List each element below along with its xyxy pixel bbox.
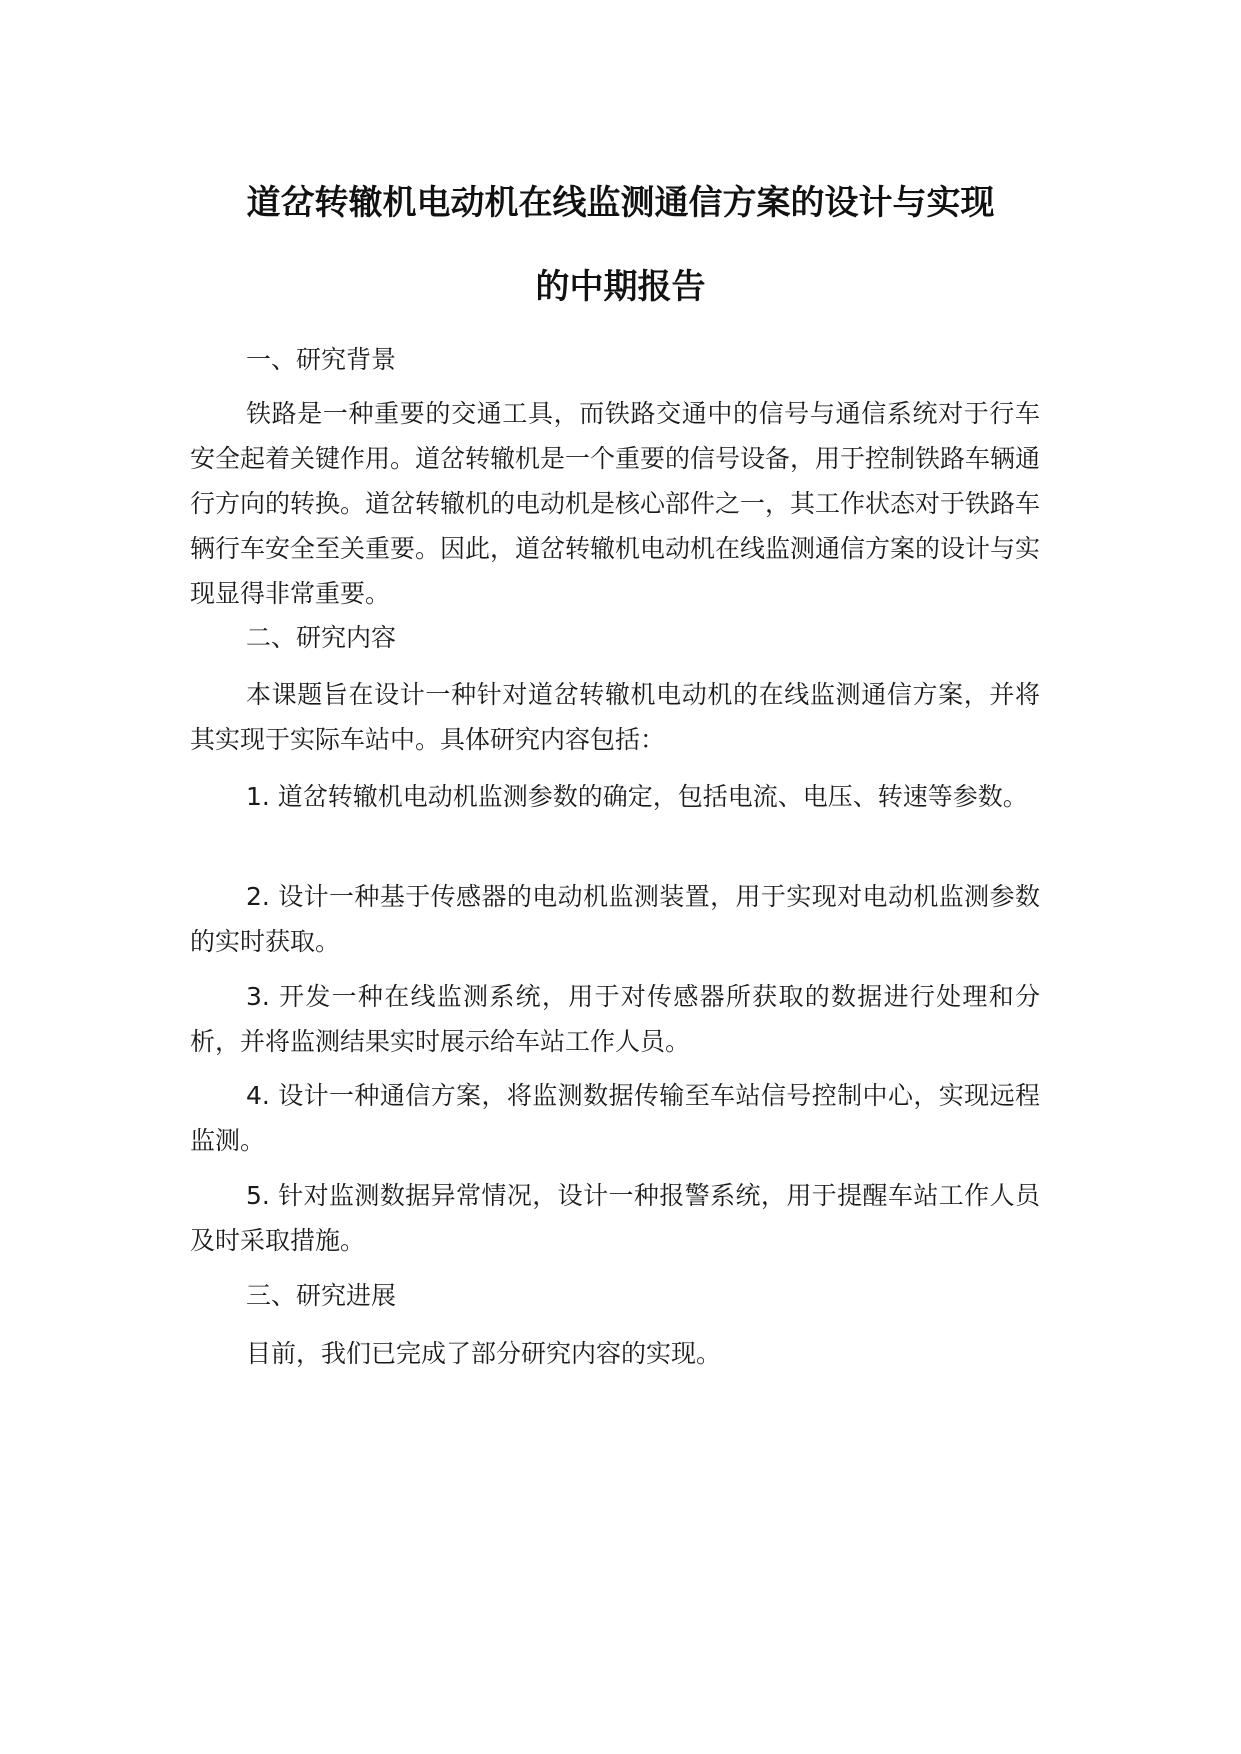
list-item-4: 4. 设计一种通信方案，将监测数据传输至车站信号控制中心，实现远程监测。 xyxy=(190,1081,1040,1155)
list-item-5: 5. 针对监测数据异常情况，设计一种报警系统，用于提醒车站工作人员及时采取措施。 xyxy=(190,1181,1040,1255)
list-item-2: 2. 设计一种基于传感器的电动机监测装置，用于实现对电动机监测参数的实时获取。 xyxy=(190,882,1040,956)
section-heading-content: 二、研究内容 xyxy=(246,623,397,652)
list-item-3: 3. 开发一种在线监测系统，用于对传感器所获取的数据进行处理和分析，并将监测结果实时展示给车站工作人员。 xyxy=(190,982,1040,1056)
list-item-1: 1. 道岔转辙机电动机监测参数的确定，包括电流、电压、转速等参数。 xyxy=(246,782,1028,811)
section-heading-background: 一、研究背景 xyxy=(246,345,397,374)
paragraph-background: 铁路是一种重要的交通工具，而铁路交通中的信号与通信系统对于行车安全起着关键作用。道岔转辙机是一个重要的信号设备，用于控制铁路车辆通行方向的转换。道岔转辙机的电动机是核心部件之一，其工作状态对于铁路车辆行车安全至关重要。因此，道岔转辙机电动机在线监测通信方案的设计与实现显得非常重要。 xyxy=(190,399,1041,608)
section-heading-progress: 三、研究进展 xyxy=(246,1281,397,1310)
document-title-line1: 道岔转辙机电动机在线监测通信方案的设计与实现 xyxy=(246,183,995,223)
document-title-line2: 的中期报告 xyxy=(535,267,706,307)
paragraph-content-intro: 本课题旨在设计一种针对道岔转辙机电动机的在线监测通信方案，并将其实现于实际车站中。具体研究内容包括： xyxy=(190,680,1040,754)
paragraph-progress: 目前，我们已完成了部分研究内容的实现。 xyxy=(246,1339,722,1368)
